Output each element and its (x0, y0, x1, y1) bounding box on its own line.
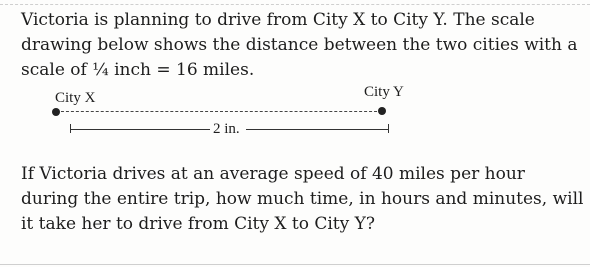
top-divider (0, 4, 590, 5)
city-x-label: City X (55, 90, 96, 106)
bottom-divider (0, 264, 590, 265)
city-y-label: City Y (364, 84, 404, 100)
problem-question: If Victoria drives at an average speed of 40 miles per hour during the entire trip, how much time, in hours and minutes, will it take her to drive from City X to City Y? (21, 164, 584, 234)
scale-length-label: 2 in. (213, 121, 240, 137)
scale-right-tick (388, 124, 389, 133)
city-x-point (52, 108, 60, 116)
scale-line-right (246, 129, 388, 130)
problem-intro: Victoria is planning to drive from City X to City Y. The scale drawing below shows the distance between the two cities with a scale of ¼ inch = 16 miles. (21, 10, 578, 80)
city-y-point (378, 107, 386, 115)
distance-dashed-line (56, 111, 382, 112)
scale-line-left (70, 129, 210, 130)
